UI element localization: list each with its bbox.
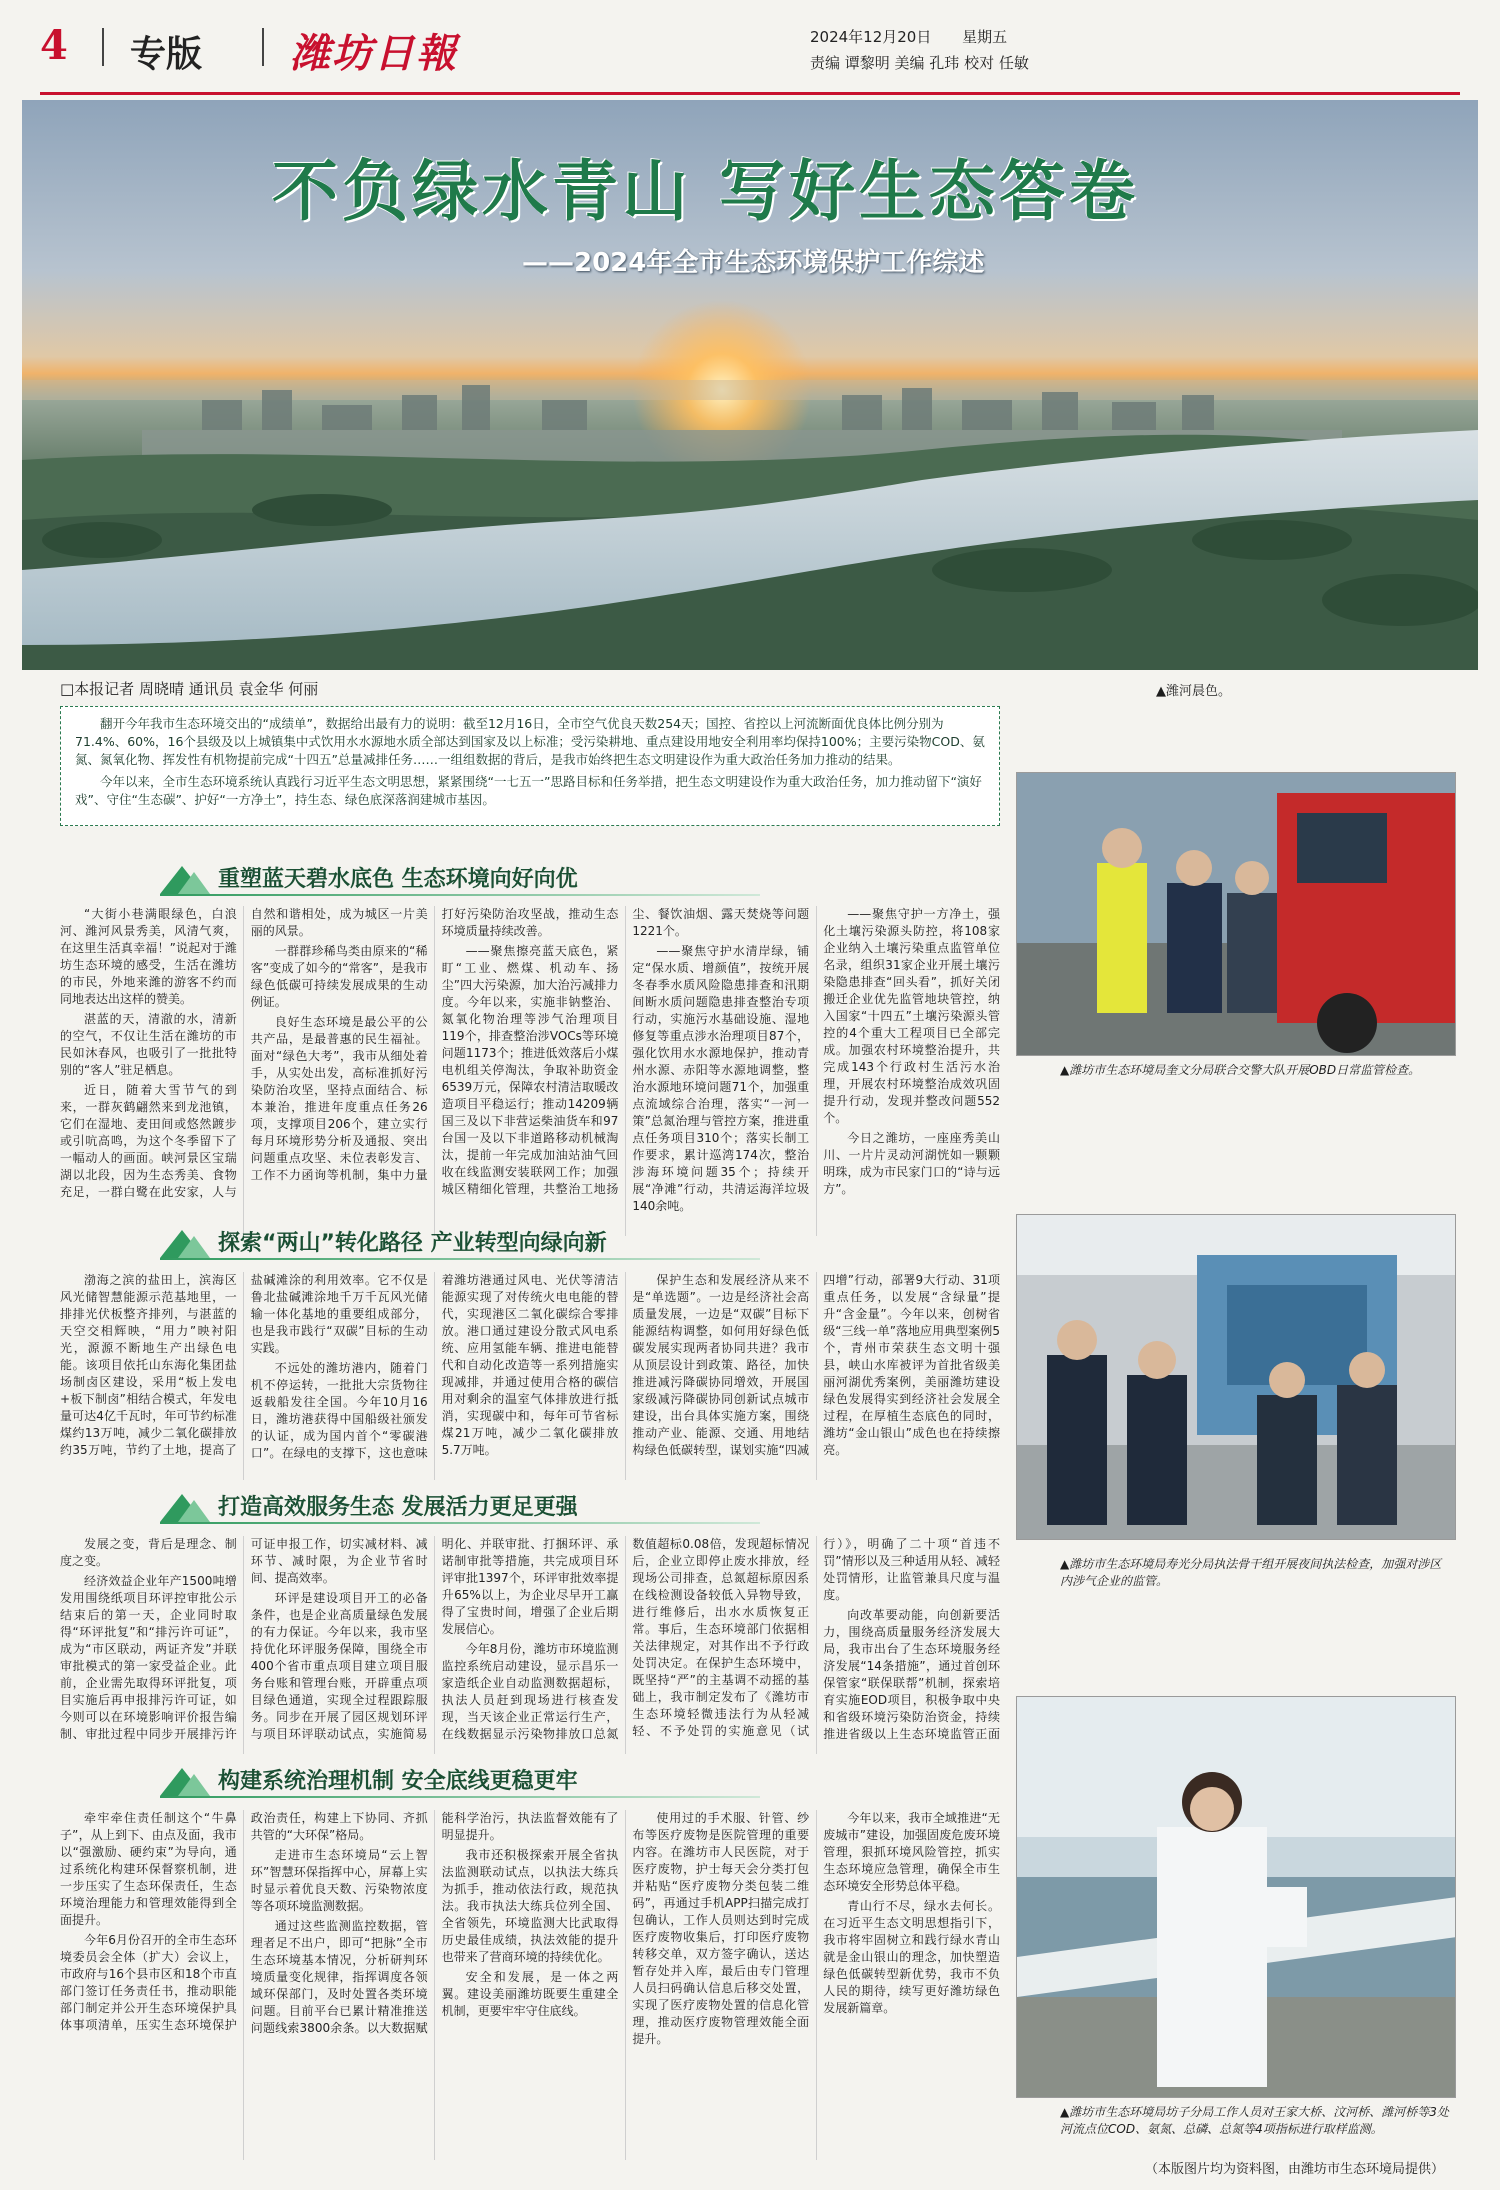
mountain-icon — [178, 1500, 210, 1522]
divider — [102, 28, 104, 66]
photo-obd-inspection — [1016, 772, 1456, 1056]
paragraph: 一群群珍稀鸟类由原来的“稀客”变成了如今的“常客”，是我市绿色低碳可持续发展成果的生动例证。 — [250, 944, 428, 1009]
section-body-4 — [60, 1810, 1000, 2160]
hero-caption: ▲潍河晨色。 — [1156, 684, 1231, 699]
section-heading-4 — [200, 1764, 760, 1800]
paragraph: 青山行不尽，绿水去何长。在习近平生态文明思想指引下，我市将牢固树立和践行绿水青山就是金山银山的理念，加快塑造绿色低碳转型新优势，我市不负人民的期待，续写更好潍坊绿色发展新篇章。 — [823, 1899, 1000, 2015]
photo-illustration — [1017, 1697, 1456, 2098]
section-heading-3 — [200, 1490, 760, 1526]
paragraph: 向改革要动能，向创新要活力，围绕高质量服务经济发展大局，我市出台了生态环境服务经济发展“14条措施”，通过首创环保管家“联保联帮”机制，探索培育实施EOD项目，积极争取中央和省级环境污染防治资金，持续推进省级以上生态环境监管正面 — [823, 1608, 1000, 1741]
issue-weekday: 星期五 — [962, 28, 1008, 46]
byline: □本报记者 周晓晴 通讯员 袁金华 何丽 — [60, 680, 319, 698]
paragraph: 通过这些监测监控数据，管理者足不出户，即可“把脉”全市生态环境基本情况，分析研判环境质量变化规律，指挥调度各领域环保部门，及时处置各类环境问题。目前平台已累计精准推送问题线索3800余条。以大数据赋能科学治污，执法监督效能有了明显提升。 — [250, 1811, 619, 2035]
heading-rule — [160, 1522, 760, 1524]
photo-caption: ▲潍坊市生态环境局奎文分局联合交警大队开展OBD日常监管检查。 — [1060, 1063, 1421, 1077]
photo-credit: （本版图片均为资料图，由潍坊市生态环境局提供） — [1144, 2162, 1444, 2177]
paragraph: 牵牢牵住责任制这个“牛鼻子”，从上到下、由点及面，我市以“强激励、硬约束”为导向，通过系统化构建环保督察机制，进一步压实了生态环保责任，生态环境治理能力和管理效能得到全面提升。 — [60, 1811, 237, 1927]
paragraph: 良好生态环境是最公平的公共产品，是最普惠的民生福祉。面对“绿色大考”，我市从细处着手，从实处出发，高标准抓好污染防治攻坚，坚持点面结合、标本兼治，推进年度重点任务26项，支撑项目206个，建立实行每月环境形势分析及通报、突出问题重点攻坚、未位表彰发言、工作不力函询等机制，集中力量打好污染防治攻坚战，推动生态环境质量持续改善。 — [250, 907, 619, 1182]
paragraph: 今年6月份召开的全市生态环境委员会全体（扩大）会议上，市政府与16个县市区和18个市直部门签订任务责任书，推动职能部门制定并公开生态环境保护具体事项清单，压实生态环境保护政治责任，构建上下协同、齐抓共管的“大环保”格局。 — [60, 1811, 428, 2032]
section-title: 重塑蓝天碧水底色 生态环境向好向优 — [218, 867, 578, 892]
paragraph: 今日之潍坊，一座座秀美山川、一片片灵动河湖恍如一颗颗明珠，成为市民家门口的“诗与远方”。 — [823, 1131, 1000, 1196]
paragraph: 环评是建设项目开工的必备条件，也是企业高质量绿色发展的有力保证。今年以来，我市坚持优化环评服务保障，围绕全市400个省市重点项目建立项目服务台账和管理台账，开辟重点项目绿色通道，实现全过程跟踪服务。同步在开展了园区规划环评与项目环评联动试点，实施简易明化、并联审批、打捆环评、承诺制审批等措施，共完成项目环评审批1397个，环评审批效率提升65%以上，为企业尽早开工赢得了宝贵时间，增强了企业后期发展信心。 — [250, 1537, 619, 1741]
photo-illustration — [1017, 1215, 1456, 1540]
newspaper-logo: 潍坊日報 — [290, 30, 458, 77]
section-body-1 — [60, 906, 1000, 1236]
photo-caption: ▲潍坊市生态环境局寿光分局执法骨干组开展夜间执法检查，加强对涉区内涉气企业的监管。 — [1060, 1557, 1442, 1588]
mountain-icon — [178, 872, 210, 894]
issue-date: 2024年12月20日 — [810, 28, 932, 46]
paragraph: ——聚焦擦亮蓝天底色，紧盯“工业、燃煤、机动车、扬尘”四大污染源，加大治污减排力度。今年以来，实施非钠整治、氮氧化物治理等涉气治理项目119个，排查整治涉VOCs等环境问题1173个；推进低效落后小煤电机组关停淘汰，争取补助资金6539万元，保障农村清洁取暖改造项目平稳运行；推动14209辆国三及以下非营运柴油货车和97台国一及以下非道路移动机械淘汰，提前一年完成加油站油气回收在线监测安装联网工作；加强城区精细化管理，共整治工地扬尘、餐饮油烟、露天焚烧等问题1221个。 — [441, 907, 810, 1196]
page-number: 4 — [40, 22, 68, 69]
mountain-icon — [178, 1774, 210, 1796]
paragraph: 我市还积极探索开展全省执法监测联动试点，以执法大练兵为抓手，推动依法行政，规范执法。我市执法大练兵位列全国、全省领先，环境监测大比武取得历史最佳成绩，执法效能的提升也带来了营商环境的持续优化。 — [441, 1848, 619, 1964]
section-heading-1 — [200, 862, 760, 898]
heading-rule — [160, 894, 760, 896]
paragraph: 保护生态和发展经济从来不是“单选题”。一边是经济社会高质量发展，一边是“双碳”目标下能源结构调整，如何用好绿色低碳发展实现两者协同共进？我市从顶层设计到政策、路径，加快推进减污降碳协同增效，开展国家级减污降碳协同创新试点城市建设，出台具体实施方案，围绕推动产业、能源、交通、用地结构绿色低碳转型，谋划实施“四减四增”行动，部署9大行动、31项重点任务，以发展“含绿量”提升“含金量”。今年以来，创树省级“三线一单”落地应用典型案例5个，青州市荣获生态文明十强县，峡山水库被评为首批省级美丽河湖优秀案例，美丽潍坊建设绿色发展得实到经济社会发展全过程，在厚植生态底色的同时，潍坊“金山银山”成色也在持续擦亮。 — [632, 1273, 1000, 1457]
paragraph: 安全和发展，是一体之两翼。建设美丽潍坊既要生重建全机制，更要牢牢守住底线。 — [441, 1970, 619, 2018]
sub-headline: ——2024年全市生态环境保护工作综述 — [522, 248, 985, 278]
photo-caption: ▲潍坊市生态环境局坊子分局工作人员对王家大桥、汶河桥、潍河桥等3处河流点位COD、氨氮、总磷、总氮等4项指标进行取样监测。 — [1060, 2105, 1449, 2136]
section-title: 构建系统治理机制 安全底线更稳更牢 — [218, 1769, 578, 1794]
heading-rule — [160, 1258, 760, 1260]
masthead-rule — [40, 92, 1460, 95]
dateline — [810, 26, 1033, 47]
paragraph: “大街小巷满眼绿色，白浪河、潍河风景秀美，风清气爽，在这里生活真幸福！”说起对于潍坊生态环境的感受，生活在潍坊的市民，外地来潍的游客不约而同地表达出这样的赞美。 — [60, 907, 237, 1006]
paragraph: 今年以来，我市全域推进“无废城市”建设，加强固废危废环境管理，狠抓环境风险管控，抓实生态环境应急管理，确保全市生态环境安全形势总体平稳。 — [823, 1811, 1000, 1893]
mountain-icon — [178, 1236, 210, 1258]
editor-credits: 责编 谭黎明 美编 孔玮 校对 任敏 — [810, 54, 1029, 72]
main-headline: 不负绿水青山 写好生态答卷 — [272, 152, 1139, 230]
section-body-3 — [60, 1536, 1000, 1754]
paragraph: 不远处的潍坊港内，随着门机不停运转，一批批大宗货物往返载船发往全国。今年10月16日，潍坊港获得中国船级社颁发的认证，成为国内首个“零碳港口”。在绿电的支撑下，这也意味着潍坊港通过风电、光伏等清洁能源实现了对传统火电电能的替代，实现港区二氧化碳综合零排放。港口通过建设分散式风电系统、应用氢能车辆、推进电能替代和自动化改造等一系列措施实现减排，并通过使用合格的碳信用对剩余的温室气体排放进行抵消，实现碳中和，每年可节省标煤21万吨，减少二氧化碳排放5.7万吨。 — [250, 1273, 619, 1460]
paragraph: ——聚焦守护一方净土，强化土壤污染源头防控，将108家企业纳入土壤污染重点监管单位名录，组织31家企业开展土壤污染隐患排查“回头看”，抓好关闭搬迁企业优先监管地块管控，纳入国家“十四五”土壤污染源头管控的4个重大工程项目已全部完成。加强农村环境整治提升，共完成143个行政村生活污水治理，开展农村环境整治成效巩固提升行动，发现并整改问题552个。 — [823, 907, 1000, 1125]
paragraph: 近日，随着大雪节气的到来，一群灰鹤翩然来到龙池镇，它们在湿地、麦田间或悠然踱步或引吭高鸣，为这个冬季留下了一幅动人的画面。峡河景区宝瑞湖以北段，因为生态秀美、食物充足，一群白鹭在此安家，人与自然和谐相处，成为城区一片美丽的风景。 — [60, 907, 428, 1199]
section-body-2 — [60, 1272, 1000, 1480]
paragraph: 走进市生态环境局“云上智环”智慧环保指挥中心，屏幕上实时显示着优良天数、污染物浓度等各项环境监测数据。 — [250, 1848, 428, 1913]
divider — [262, 28, 264, 66]
paragraph: 发展之变，背后是理念、制度之变。 — [60, 1537, 237, 1568]
paragraph: 经济效益企业年产1500吨增发用围绕纸项目环评控审批公示结束后的第一天，企业同时取得“环评批复”和“排污许可证”，成为“市区联动，两证齐发”并联审批模式的第一家受益企业。此前，企业需先取得环评批复，项目实施后再申报排污许可证，如今则可以在环境影响评价报告编制、审批过程中同步开展排污许可证申报工作，切实减材料、减环节、减时限，为企业节省时间、提高效率。 — [60, 1537, 428, 1741]
section-name: 专版 — [130, 34, 203, 75]
section-title: 探索“两山”转化路径 产业转型向绿向新 — [218, 1231, 607, 1256]
paragraph: 湛蓝的天，清澈的水，清新的空气，不仅让生活在潍坊的市民如沐春风，也吸引了一批批特别的“客人”驻足栖息。 — [60, 1012, 237, 1077]
heading-rule — [160, 1796, 760, 1798]
photo-night-inspection — [1016, 1214, 1456, 1540]
hero-photo — [22, 100, 1478, 670]
photo-illustration — [1017, 773, 1456, 1056]
paragraph: 今年8月份，潍坊市环境监测监控系统启动建设，显示昌乐一家造纸企业自动监测数据超标，执法人员赶到现场进行核查发现，当天该企业正常运行生产，在线数据显示污染物排放口总氮数值超标0.08倍，发现超标情况后，企业立即停止废水排放，经现场公司排查，总氮超标原因系在线检测设备较低入异物导致，进行维修后，出水水质恢复正常。事后，生态环境部门依据相关法律规定，对其作出不予行政处罚决定。在保护生态环境中，既坚持“严”的主基调不动摇的基础上，我市制定发布了《潍坊市生态环境轻微违法行为从轻减轻、不予处罚的实施意见（试行）》，明确了二十项“首违不罚”情形以及三种适用从轻、减轻处罚情形，让监管兼具尺度与温度。 — [441, 1537, 1000, 1741]
section-heading-2 — [200, 1226, 760, 1262]
paragraph: 渤海之滨的盐田上，滨海区风光储智慧能源示范基地里，一排排光伏板整齐排列，与湛蓝的天空交相辉映，“用力”映衬阳光，源源不断地生产出绿色电能。该项目依托山东海化集团盐场制卤区建设，采用“板上发电+板下制卤”相结合模式，年发电量可达4亿千瓦时，年可节约标准煤约13万吨，减少二氧化碳排放约35万吨，节约了土地，提高了盐碱滩涂的利用效率。它不仅是鲁北盐碱滩涂地千万千瓦风光储输一体化基地的重要组成部分，也是我市践行“双碳”目标的生动实践。 — [60, 1273, 428, 1457]
intro-paragraph: 今年以来，全市生态环境系统认真践行习近平生态文明思想，紧紧围绕“一七五一”思路目标和任务举措，把生态文明建设作为重大政治任务，加力推动留下“演好戏”、守住“生态碳”、护好“一方净土”，持生态、绿色底深落润建城市基因。 — [75, 774, 982, 807]
intro-box — [60, 706, 1000, 826]
masthead — [40, 18, 1460, 78]
intro-paragraph: 翻开今年我市生态环境交出的“成绩单”，数据给出最有力的说明：截至12月16日，全市空气优良天数254天；国控、省控以上河流断面优良体比例分别为71.4%、60%，16个县级及以上城镇集中式饮用水水源地水质全部达到国家及以上标准；受污染耕地、重点建设用地安全利用率均保持100%；主要污染物COD、氨氮、氮氧化物、挥发性有机物提前完成“十四五”总量减排任务……一组组数据的背后，是我市始终把生态文明建设作为重大政治任务加力推动的结果。 — [75, 716, 985, 767]
photo-water-sampling — [1016, 1696, 1456, 2098]
paragraph: 使用过的手术服、针管、纱布等医疗废物是医院管理的重要内容。在潍坊市人民医院，对于医疗废物，护士每天会分类打包并粘贴“医疗废物分类包装二维码”，再通过手机APP扫描完成打包确认，工作人员则达到时完成医疗废物收集后，打印医疗废物转移交单，双方签字确认，送达暂存处并入库，最后由专门管理人员扫码确认信息后移交处置，实现了医疗废物处置的信息化管理，推动医疗废物管理效能全面提升。 — [632, 1811, 810, 2046]
section-title: 打造高效服务生态 发展活力更足更强 — [218, 1495, 578, 1520]
paragraph: ——聚焦守护水清岸绿，铺定“保水质、增颜值”，按统开展冬春季水质风险隐患排查和汛期间断水质问题隐患排查整治专项行动，实施污水基础设施、湿地修复等重点涉水治理项目87个，强化饮用水水源地保护，推动青州水源、赤阳等水源地调整，整治水源地环境问题71个，加强重点流域综合治理，落实“一河一策”总氮治理与管控方案，推进重点任务项目310个；落实长制工作要求，累计巡湾174次，整治涉海环境问题35个；持续开展“净滩”行动，共清运海洋垃圾140余吨。 — [632, 944, 810, 1213]
